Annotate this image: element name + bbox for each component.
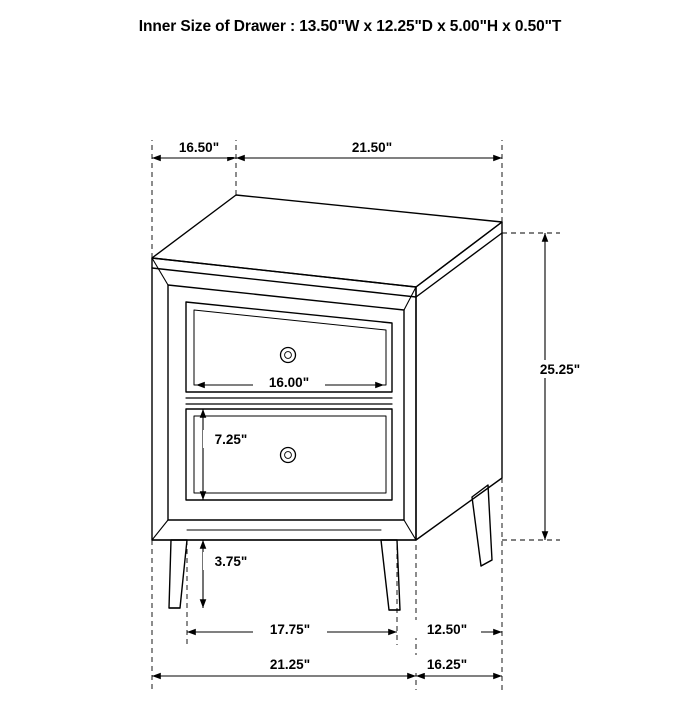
dim-top-left-depth: 16.50" — [178, 140, 220, 155]
dim-leg-height: 3.75" — [214, 554, 248, 569]
dim-bottom-inner-width: 17.75" — [269, 622, 311, 637]
cabinet-right-side — [416, 222, 502, 540]
dim-top-front-width: 21.50" — [351, 140, 393, 155]
page-title: Inner Size of Drawer : 13.50"W x 12.25"D x 5.00"H x 0.50"T — [138, 18, 562, 35]
dim-lower-drawer-height: 7.25" — [214, 432, 248, 447]
dim-upper-drawer-width: 16.00" — [268, 375, 310, 390]
cabinet-front-face — [152, 258, 416, 540]
leg-front-left — [169, 540, 187, 608]
lower-drawer-inset — [194, 416, 386, 493]
lower-drawer-knob — [281, 448, 296, 463]
dim-bottom-side-depth: 12.50" — [426, 622, 468, 637]
dim-bottom-overall-depth: 16.25" — [426, 657, 468, 672]
upper-drawer-knob — [281, 348, 296, 363]
dim-right-height: 25.25" — [539, 362, 581, 377]
lower-drawer-face — [186, 409, 392, 500]
dim-bottom-overall-width: 21.25" — [269, 657, 311, 672]
